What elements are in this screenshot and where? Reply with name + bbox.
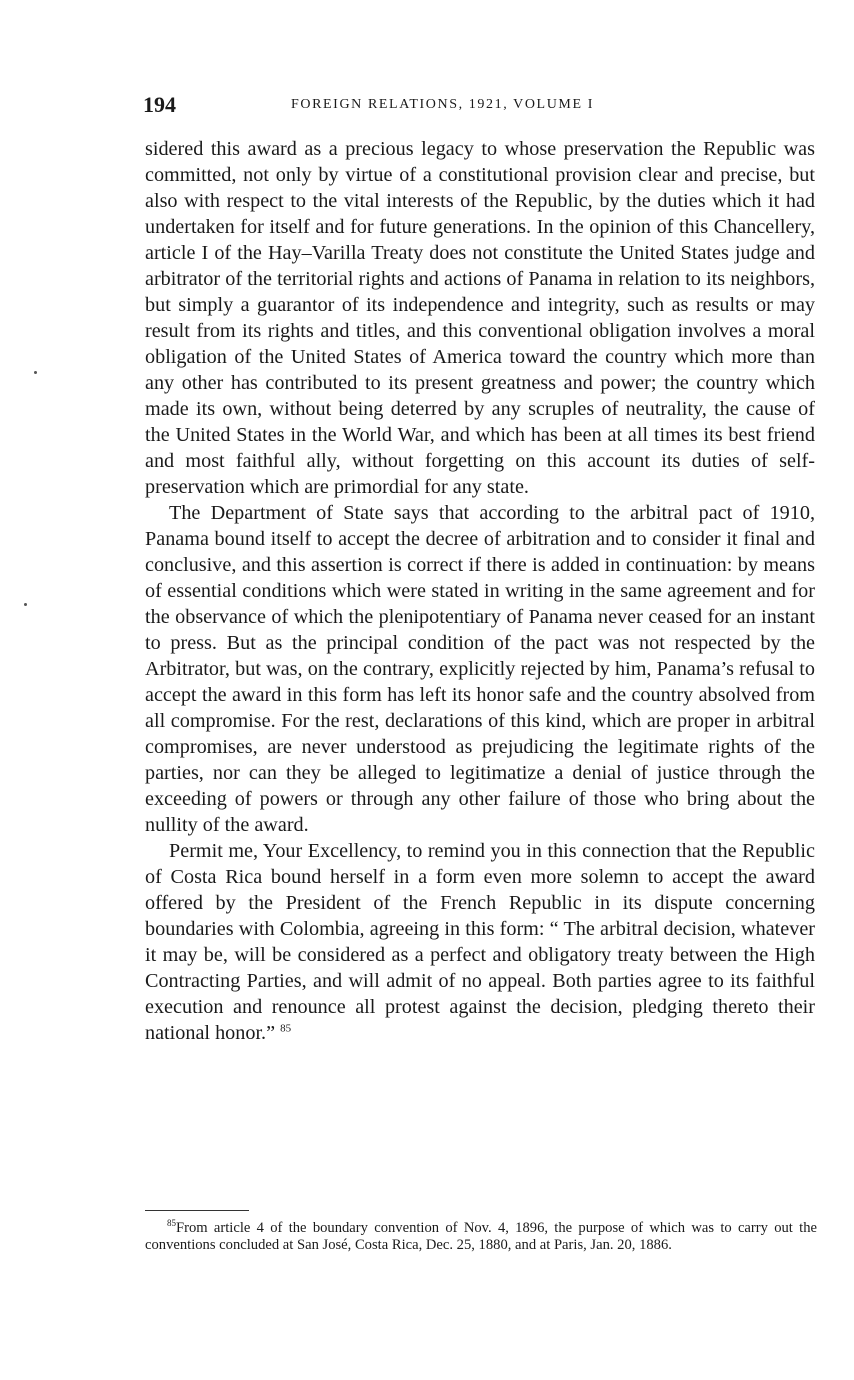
paragraph-1: sidered this award as a precious legacy to whose preservation the Republic was committed, not only by virtue of a constitutional provision clear and precise, but also with respect to the vital interests of the Republic, by the duties which it had undertaken for itself and for future generations. In the opinion of this Chancellery, article I of the Hay–Varilla Treaty does not constitute the United States judge and arbitrator of the territorial rights and actions of Panama in relation to its neighbors, but simply a guarantor of its independence and integrity, such as results or may result from its rights and titles, and this conventional obligation involves a moral obligation of the United States of America toward the country which more than any other has contributed to its present greatness and power; the country which made its own, without being deterred by any scruples of neutrality, the cause of the United States in the World War, and which has been at all times its best friend and most faithful ally, without forgetting on this account its duties of self-preservation which are primordial for any state. [145,138,815,498]
scan-speck [24,603,27,606]
footnote-number: 85 [167,1218,176,1229]
paragraph-3 [145,838,815,1046]
page-header [143,92,813,120]
footnote-divider [145,1210,249,1211]
scan-speck [34,371,37,374]
paragraph-2: The Department of State says that according to the arbitral pact of 1910, Panama bound itself to accept the decree of arbitration and to consider it final and conclusive, and this assertion is correct if there is added in continuation: by means of essential conditions which were stated in writing in the same agreement and for the observance of which the plenipotentiary of Panama never ceased for an instant to press. But as the principal condition of the pact was not respected by the Arbitrator, but was, on the contrary, explicitly rejected by him, Panama’s refusal to accept the award in this form has left its honor safe and the country absolved from all compromise. For the rest, declarations of this kind, which are proper in arbitral compromises, are never understood as prejudicing the legitimate rights of the parties, nor can they be alleged to legitimatize a denial of justice through the exceeding of powers or through any other failure of those who bring about the nullity of the award. [145,502,815,836]
paragraph-3-text: Permit me, Your Excellency, to remind you in this connection that the Republic of Costa Rica bound herself in a form even more solemn to accept the award offered by the President of the French Republic in its dispute concerning boundaries with Colombia, agreeing in this form: “ The arbitral decision, whatever it may be, will be considered as a perfect and obligatory treaty between the High Contracting Parties, and will admit of no appeal. Both parties agree to its faithful execution and renounce all protest against the decision, pledging thereto their national honor.” [145,840,815,1044]
footnote [145,1220,817,1254]
page-number: 194 [143,92,176,117]
footnote-text: From article 4 of the boundary convention of Nov. 4, 1896, the purpose of which was to carry out the conventions concluded at San José, Costa Rica, Dec. 25, 1880, and at Paris, Jan. 20, 1886. [145,1220,817,1253]
running-title: FOREIGN RELATIONS, 1921, VOLUME I [291,97,594,112]
body-text [145,136,815,1046]
footnote-reference[interactable]: 85 [280,1022,292,1035]
